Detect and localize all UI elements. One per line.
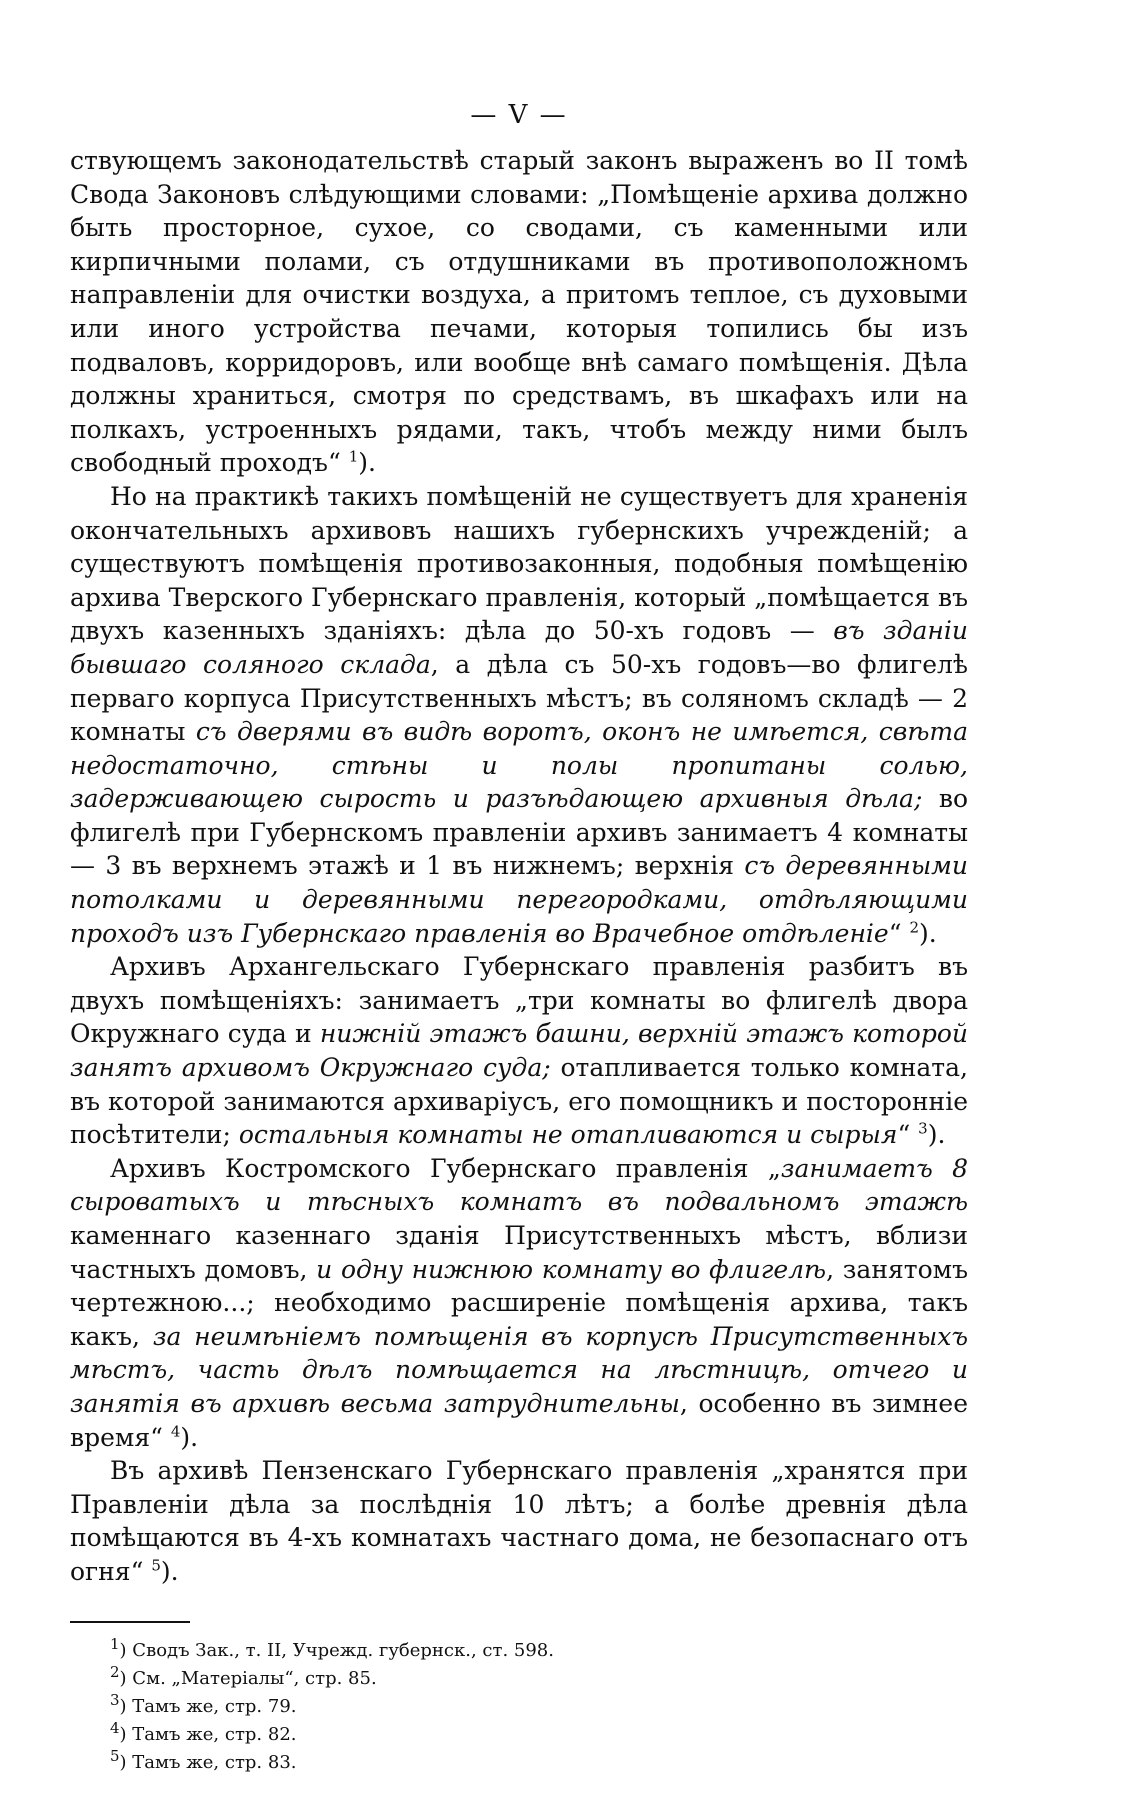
- footnote-mark: 2: [110, 1662, 120, 1681]
- footnote-ref: 4: [170, 1422, 181, 1441]
- footnote: $^3$) Тамъ же, стр. 79.: [110, 1690, 297, 1717]
- italic-run: занимаетъ 8 сыроватыхъ и тѣсныхъ комнатъ въ подвальномъ этажѣ: [70, 1153, 968, 1217]
- footnote-mark: 5: [110, 1746, 120, 1765]
- text-run: ).: [160, 1556, 179, 1586]
- text-run: ).: [919, 918, 937, 948]
- italic-run: и одну нижнюю комнату во флигелѣ: [316, 1254, 827, 1284]
- text-run: ).: [358, 448, 376, 478]
- text-run: “: [897, 1120, 919, 1150]
- text-run: отапливается только комната, въ которой занимаются архиваріусъ, его помощникъ и посторонніе посѣтители;: [70, 1053, 968, 1150]
- text-run: , особенно въ зимнее время“: [70, 1388, 969, 1452]
- footnote: $^4$) Тамъ же, стр. 82.: [110, 1718, 297, 1745]
- text-run: Въ архивѣ Пензенскаго Губернскаго правленія „хранятся при Правленіи дѣла за послѣднія 10 лѣтъ; а болѣе древнія дѣла помѣщаются въ 4-хъ комнатахъ частнаго дома, не безопаснаго отъ огня“: [70, 1456, 968, 1586]
- italic-run: въ зданіи бывшаго соляного склада: [70, 616, 968, 679]
- italic-run: съ деревянными потолками и деревянными перегородками, отдѣляющими проходъ изъ Губернскаго правленія во Врачебное отдѣленіе: [70, 851, 969, 948]
- footnote-ref: 3: [918, 1119, 928, 1138]
- italic-run: остальныя комнаты не отапливаются и сырыя: [238, 1120, 898, 1150]
- text-run: , а дѣла съ 50-хъ годовъ—во флигелѣ перваго корпуса Присутственныхъ мѣстъ; въ соляномъ складѣ — 2 комнаты: [70, 649, 968, 747]
- footnote-text: Сводъ Зак., т. II, Учрежд. губернск., ст. 598.: [132, 1639, 554, 1661]
- footnote: $^2$) См. „Матеріалы“, стр. 85.: [110, 1662, 377, 1689]
- text-run: ).: [927, 1120, 946, 1150]
- text-run: ствующемъ законодательствѣ старый законъ выраженъ во II томѣ Свода Законовъ слѣдующими словами: „Помѣщеніе архива должно быть просторное, сухое, со сводами, съ каменными или кирпичными полами, съ отдушниками въ противоположномъ направленіи для очистки воздуха, а притомъ теплое, съ духовыми или иного устройства печами, которыя топились бы изъ подваловъ, корридоровъ, или вообще внѣ самаго помѣщенія. Дѣла должны храниться, смотря по средствамъ, въ шкафахъ или на полкахъ, устроенныхъ рядами, такъ, чтобъ между ними былъ свободный проходъ“: [70, 146, 968, 478]
- text-run: во флигелѣ при Губернскомъ правленіи архивъ занимаетъ 4 комнаты — 3 въ верхнемъ этажѣ и 1 въ нижнемъ; верхнія: [70, 784, 968, 881]
- text-run: Архивъ Костромского Губернскаго правленія „: [110, 1153, 781, 1183]
- footnote-text: Тамъ же, стр. 79.: [132, 1695, 297, 1717]
- text-run: Архивъ Архангельскаго Губернскаго правленія разбитъ въ двухъ помѣщеніяхъ: занимаетъ „три комнаты во флигелѣ двора Окружнаго суда и: [70, 952, 968, 1049]
- footnote-ref: 2: [909, 918, 919, 937]
- page-number: — V —: [470, 100, 568, 130]
- document-page: [70, 100, 968, 1777]
- footnote-text: Тамъ же, стр. 82.: [132, 1723, 297, 1745]
- footnote-text: См. „Матеріалы“, стр. 85.: [132, 1667, 377, 1689]
- footnote-divider: [70, 1621, 190, 1623]
- text-run: , занятомъ чертежною...; необходимо расширеніе помѣщенія архива, такъ какъ,: [70, 1254, 968, 1351]
- paragraph: [70, 950, 968, 1152]
- text-run: Но на практикѣ такихъ помѣщеній не существуетъ для храненія окончательныхъ архивовъ нашихъ губернскихъ учрежденій; а существуютъ помѣщенія противозаконныя, подобныя помѣщенію архива Тверского Губернскаго правленія, который „помѣщается въ двухъ казенныхъ зданіяхъ: дѣла до 50-хъ годовъ —: [70, 481, 968, 646]
- footnote-ref: 5: [151, 1556, 161, 1575]
- footnote: $^1$) Сводъ Зак., т. II, Учрежд. губернск., ст. 598.: [110, 1634, 554, 1661]
- body-text: [70, 144, 968, 1589]
- paragraph: [70, 1454, 968, 1588]
- italic-run: съ дверями въ видѣ воротъ, оконъ не имѣется, свѣта недостаточно, стѣны и полы пропитаны солью, задерживающею сырость и разъѣдающею архивныя дѣла;: [70, 717, 968, 814]
- footnote-mark: 4: [110, 1718, 120, 1737]
- text-run: “: [888, 918, 910, 948]
- footnote: $^5$) Тамъ же, стр. 83.: [110, 1746, 297, 1773]
- footnote-ref: 1: [348, 448, 359, 467]
- paragraph: [70, 480, 968, 950]
- paragraph: [70, 1152, 968, 1454]
- italic-run: нижній этажъ башни, верхній этажъ которой занятъ архивомъ Окружнаго суда;: [70, 1019, 968, 1083]
- footnote-text: Тамъ же, стр. 83.: [132, 1751, 297, 1773]
- footnote-mark: 3: [110, 1690, 120, 1709]
- footnotes: [70, 1634, 968, 1777]
- text-run: каменнаго казеннаго зданія Присутственныхъ мѣстъ, вблизи частныхъ домовъ,: [70, 1221, 968, 1284]
- paragraph: [70, 144, 968, 480]
- italic-run: за неимѣніемъ помѣщенія въ корпусѣ Присутственныхъ мѣстъ, часть дѣлъ помѣщается на лѣстницѣ, отчего и занятія въ архивѣ весьма затруднительны: [70, 1321, 968, 1418]
- text-run: ).: [180, 1422, 199, 1452]
- footnote-mark: 1: [110, 1634, 120, 1653]
